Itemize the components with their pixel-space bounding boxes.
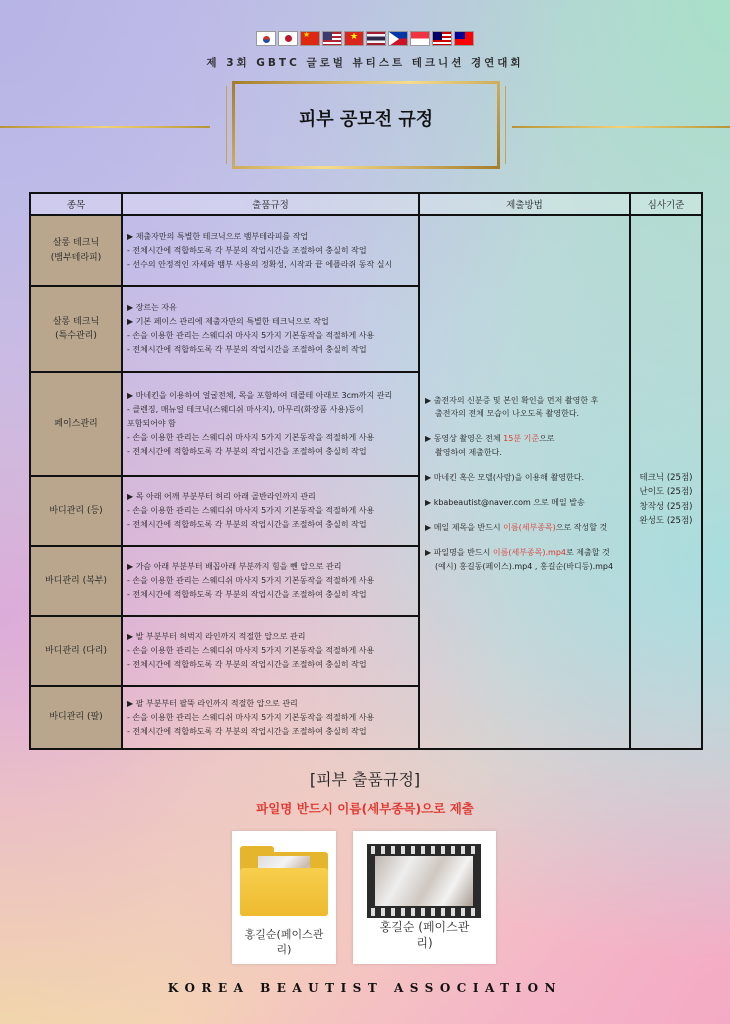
video-preview-image [375, 856, 473, 906]
method-item [425, 394, 624, 420]
us-flag-icon [322, 31, 342, 46]
rule-line: - 손을 이용한 관리는 스웨디쉬 마사지 5가지 기본동작을 적절하게 사용 [127, 646, 375, 655]
method-text: 으로 [539, 434, 555, 444]
scoring-cell [630, 215, 702, 749]
score-item: 완성도 (25점) [639, 516, 693, 527]
rules-cell [122, 476, 419, 546]
category-cell [30, 286, 122, 372]
folder-caption [232, 928, 336, 958]
rule-line: - 전체시간에 적합하도록 각 부분의 작업시간을 조절하여 충실히 작업 [127, 520, 367, 529]
header-method: 제출방법 [419, 193, 630, 215]
jp-flag-icon [278, 31, 298, 46]
rules-cell [122, 616, 419, 686]
video-caption [353, 919, 496, 951]
event-name: 제 3회 GBTC 글로벌 뷰티스트 테크니션 경연대회 [206, 57, 524, 69]
method-text: ▶ 파일명을 반드시 [425, 548, 493, 558]
rule-line: - 전체시간에 적합하도록 각 부분의 작업시간을 조절하여 충실히 작업 [127, 660, 367, 669]
gold-divider-right [512, 126, 730, 128]
category-cell [30, 215, 122, 286]
rule-line: - 전체시간에 적합하도록 각 부분의 작업시간을 조절하여 충실히 작업 [127, 345, 367, 354]
category-sublabel: (뱀부테라피) [50, 252, 102, 263]
category-label: 바디관리 (팔) [49, 712, 103, 723]
rule-line: - 손을 이용한 관리는 스웨디쉬 마사지 5가지 기본동작을 적절하게 사용 [127, 433, 375, 442]
rule-line: ▶ 장르는 자유 [127, 303, 177, 312]
caption-line: 리) [276, 942, 292, 956]
rule-line: - 전체시간에 적합하도록 각 부분의 작업시간을 조절하여 충실히 작업 [127, 590, 367, 599]
method-highlight: 이름(세부종목).mp4 [492, 548, 567, 558]
rule-line: - 전체시간에 적합하도록 각 부분의 작업시간을 조절하여 충실히 작업 [127, 447, 367, 456]
country-flags [0, 31, 730, 46]
method-text: (예시) 홍길동(페이스).mp4 , 홍길순(바디등).mp4 [435, 561, 614, 571]
method-text: ▶ 출전자의 신분증 및 본인 확인을 먼저 촬영한 후 [425, 396, 599, 405]
header-scoring: 심사기준 [630, 193, 702, 215]
method-item: ▶ 마네킨 혹은 모델(사람)을 이용해 촬영한다. [425, 472, 585, 482]
method-text: 로 제출할 것 [566, 548, 610, 558]
rules-cell [122, 286, 419, 372]
rules-table [29, 192, 703, 750]
method-text: 으로 작성할 것 [555, 523, 608, 533]
th-flag-icon [366, 31, 386, 46]
rule-line: ▶ 제출자만의 특별한 테크닉으로 뱀부테라피를 작업 [127, 231, 309, 241]
gold-divider-left [0, 126, 210, 128]
kr-flag-icon [256, 31, 276, 46]
method-highlight: 이름(세부종목) [503, 523, 556, 533]
rule-line: - 클렌징, 매뉴얼 테크닉(스웨디쉬 마사지), 마무리(화장품 사용)등이 [127, 405, 364, 414]
association-footer: KOREA BEAUTIST ASSOCIATION [167, 981, 563, 995]
method-text: ▶ 메일 제목을 반드시 [425, 523, 504, 533]
category-label: 바디관리 (복부) [44, 575, 108, 586]
category-label: 살롱 테크닉 [52, 238, 100, 249]
my-flag-icon [432, 31, 452, 46]
rule-line: - 선수의 안정적인 자세와 뱀부 사용의 정확성, 시작과 끝 에플라쥐 동작 실시 [127, 259, 393, 269]
rule-line: - 전체시간에 적합하도록 각 부분의 작업시간을 조절하여 충실히 작업 [127, 245, 367, 255]
rule-line: - 손을 이용한 관리는 스웨디쉬 마사지 5가지 기본동작을 적절하게 사용 [127, 506, 375, 515]
ph-flag-icon [388, 31, 408, 46]
video-file-icon [367, 844, 481, 918]
category-cell [30, 372, 122, 476]
rules-cell [122, 215, 419, 286]
header-category: 종목 [30, 193, 122, 215]
method-item [425, 521, 624, 534]
score-item: 난이도 (25점) [639, 487, 693, 498]
method-item: ▶ kbabeautist@naver.com 으로 메일 발송 [425, 497, 585, 507]
category-label: 바디관리 (등) [49, 505, 103, 516]
method-item [425, 432, 624, 458]
score-item: 테크닉 (25점) [639, 473, 693, 483]
rule-line: ▶ 마네킨을 이용하여 얼굴전체, 목을 포함하여 데콜테 아래로 3cm까지 관리 [127, 391, 393, 400]
cn-flag-icon [300, 31, 320, 46]
example-folder-card [232, 831, 336, 964]
filename-notice: 파일명 반드시 이름(세부종목)으로 제출 [256, 801, 474, 816]
table-header-row [30, 193, 702, 215]
category-cell [30, 616, 122, 686]
category-cell [30, 686, 122, 749]
method-cell [419, 215, 630, 749]
category-label: 페이스관리 [54, 418, 98, 429]
method-text: ▶ 동영상 촬영은 전체 [425, 434, 504, 444]
rule-line: ▶ 발 부분부터 허벅지 라인까지 적절한 압으로 관리 [127, 632, 306, 641]
rule-line: ▶ 기본 페이스 관리에 제출자만의 특별한 테크닉으로 작업 [127, 317, 329, 326]
header-rules: 출품규정 [122, 193, 419, 215]
rule-line: ▶ 팔 부분부터 팔뚝 라인까지 적절한 압으로 관리 [127, 698, 298, 708]
rules-cell [122, 372, 419, 476]
rule-line: - 손을 이용한 관리는 스웨디쉬 마사지 5가지 기본동작을 적절하게 사용 [127, 712, 375, 722]
rule-line: ▶ 가슴 아래 부분부터 배꼽아래 부분까지 힘을 뺀 압으로 관리 [127, 562, 342, 571]
rule-line: - 손을 이용한 관리는 스웨디쉬 마사지 5가지 기본동작을 적절하게 사용 [127, 331, 375, 340]
rule-line: ▶ 목 아래 어깨 부분부터 허리 아래 골반라인까지 관리 [127, 492, 316, 501]
category-cell [30, 546, 122, 616]
method-text: 출전자의 전체 모습이 나오도록 촬영한다. [435, 409, 580, 419]
rule-line: - 전체시간에 적합하도록 각 부분의 작업시간을 조절하여 충실히 작업 [127, 726, 367, 736]
vn-flag-icon [344, 31, 364, 46]
rules-cell [122, 546, 419, 616]
page-title: 피부 공모전 규정 [298, 109, 434, 130]
score-item: 창작성 (25점) [639, 501, 693, 512]
caption-line: 리) [416, 936, 433, 951]
rule-line: 포함되어야 함 [127, 419, 176, 428]
tw-flag-icon [454, 31, 474, 46]
category-cell [30, 476, 122, 546]
method-highlight: 15분 기준 [503, 434, 540, 444]
category-label: 바디관리 (다리) [44, 645, 108, 656]
caption-line: 홍길순 (페이스관 [379, 920, 470, 934]
rule-line: - 손을 이용한 관리는 스웨디쉬 마사지 5가지 기본동작을 적절하게 사용 [127, 576, 375, 585]
example-video-card [353, 831, 496, 964]
method-text: 촬영하여 제출한다. [435, 447, 502, 457]
method-item [425, 546, 624, 572]
category-sublabel: (특수관리) [55, 331, 97, 341]
caption-line: 홍길순(페이스관 [244, 928, 324, 941]
category-label: 살롱 테크닉 [52, 316, 100, 327]
folder-icon [240, 846, 328, 916]
section-title: [피부 출품규정] [309, 770, 421, 789]
table-row [30, 215, 702, 286]
sg-flag-icon [410, 31, 430, 46]
rules-cell [122, 686, 419, 749]
